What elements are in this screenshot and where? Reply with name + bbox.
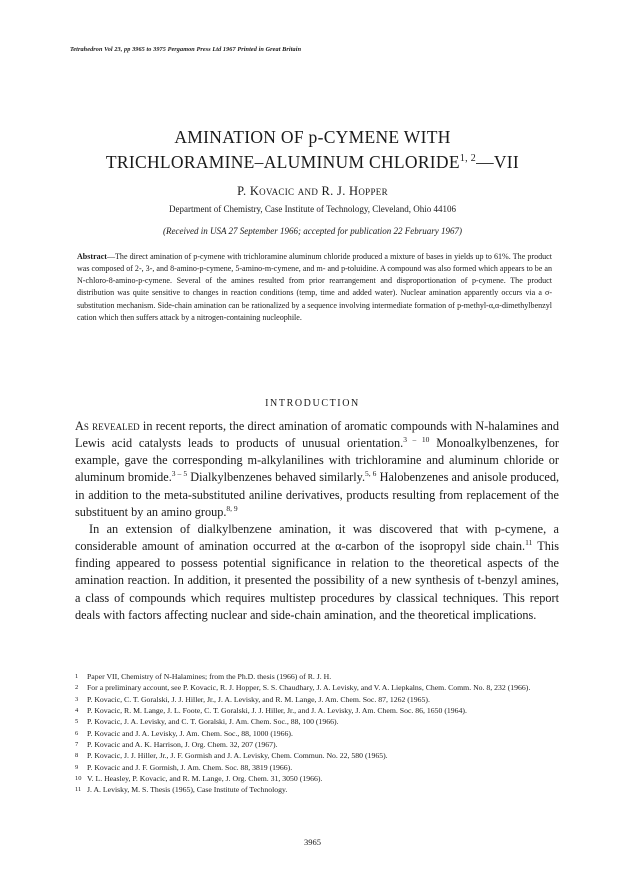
article-title: [0, 126, 625, 173]
footnote-item: [75, 682, 559, 693]
footnote-number: 9: [75, 763, 79, 771]
title-series: —VII: [476, 151, 520, 172]
para1-lead-sc: ed: [127, 419, 140, 433]
footnote-text: P. Kovacic and J. A. Levisky, J. Am. Chem. Soc., 88, 1000 (1966).: [87, 728, 293, 738]
paragraph-2: [75, 521, 559, 624]
footnote-item: [75, 705, 559, 716]
abstract: [77, 251, 552, 324]
footnote-number: 1: [75, 673, 79, 680]
footnote-number: 10: [75, 775, 82, 783]
footnote-item: [75, 728, 559, 739]
footnote-item: [75, 694, 559, 705]
footnote-text: P. Kovacic, J. J. Hiller, Jr., J. F. Gormish and J. A. Levisky, Chem. Commun. No. 22, 580 (1965).: [87, 751, 388, 761]
ref-superscript: 5, 6: [365, 469, 377, 479]
paragraph-1: [75, 418, 559, 521]
affiliation: Department of Chemistry, Case Institute of Technology, Cleveland, Ohio 44106: [169, 204, 456, 214]
title-footnote-ref: 1, 2: [459, 153, 477, 164]
body-text: [75, 418, 559, 624]
footnote-text: For a preliminary account, see P. Kovacic, R. J. Hopper, S. S. Chaudhary, J. A. Levisky, and V. A. Liepkalns, Chem. Comm. No. 8, 232 (1966).: [87, 683, 531, 693]
authors: P. Kovacic and R. J. Hopper: [237, 184, 388, 198]
footnote-number: 6: [75, 729, 79, 737]
ref-superscript: 8, 9: [226, 503, 238, 513]
received-dates: (Received in USA 27 September 1966; accepted for publication 22 February 1967): [162, 226, 462, 236]
section-heading: INTRODUCTION: [265, 398, 360, 409]
footnote-item: [75, 784, 559, 795]
footnotes: [75, 671, 559, 796]
title-line-1: AMINATION OF p-CYMENE WITH: [174, 127, 451, 147]
footnote-text: P. Kovacic, J. A. Levisky, and C. T. Goralski, J. Am. Chem. Soc., 88, 100 (1966).: [87, 717, 339, 727]
footnote-number: 11: [75, 786, 82, 794]
title-line-2-text: TRICHLORAMINE–ALUMINUM CHLORIDE: [105, 151, 460, 172]
footnote-number: 3: [75, 695, 79, 703]
footnote-item: [75, 671, 559, 682]
para1-text-4: Halobenzenes and anisole produced, in addition to the meta-substituted aniline derivatives, products resulting from replacement of the substituent by an amino group.: [75, 470, 560, 519]
footnote-number: 7: [75, 741, 79, 749]
footnote-number: 5: [75, 718, 79, 726]
footnote-text: P. Kovacic, R. M. Lange, J. L. Foote, C. T. Goralski, J. J. Hiller, Jr., and J. A. Levisky, J. Am. Chem. Soc. 86, 1650 (1964).: [87, 706, 467, 716]
para1-text-3: Dialkylbenzenes behaved similarly.: [187, 470, 366, 485]
footnote-item: [75, 750, 559, 761]
running-head: Tetrahedron Vol 23, pp 3965 to 3975 Pergamon Press Ltd 1967 Printed in Great Britain: [70, 46, 302, 53]
para1-lead: As reveal: [75, 419, 128, 433]
title-line-2: [0, 148, 625, 173]
ref-superscript: 3 – 5: [171, 469, 188, 479]
para2-text-1: In an extension of dialkylbenzene amination, it was discovered that with p-cymene, a considerable amount of amination occurred at the α-carbon of the isopropyl side chain.: [75, 521, 559, 554]
footnote-number: 8: [75, 752, 79, 760]
footnote-text: J. A. Levisky, M. S. Thesis (1965), Case Institute of Technology.: [87, 785, 288, 795]
footnote-text: P. Kovacic and J. F. Gormish, J. Am. Chem. Soc. 88, 3819 (1966).: [87, 762, 293, 772]
footnote-item: [75, 716, 559, 727]
ref-superscript: 11: [525, 538, 533, 548]
ref-superscript: 3 – 10: [403, 435, 430, 445]
page-number: 3965: [304, 837, 321, 847]
footnote-text: P. Kovacic, C. T. Goralski, J. J. Hiller, Jr., J. A. Levisky, and R. M. Lange, J. Am. Chem. Soc. 87, 1262 (1965).: [87, 694, 430, 704]
footnote-item: [75, 773, 559, 784]
abstract-label: Abstract: [77, 252, 107, 261]
footnote-number: 4: [75, 707, 79, 715]
footnote-text: V. L. Heasley, P. Kovacic, and R. M. Lange, J. Org. Chem. 31, 3050 (1966).: [87, 774, 323, 784]
para1-text-2: Monoalkylbenzenes, for example, gave the corresponding m-alkylanilines with trichloramine and aluminum chloride or aluminum bromide.: [75, 436, 560, 485]
footnote-text: P. Kovacic and A. K. Harrison, J. Org. Chem. 32, 207 (1967).: [87, 740, 278, 750]
abstract-text: —The direct amination of p-cymene with trichloramine aluminum chloride produced a mixture of bases in yields up to 61%. The product was composed of 2-, 3-, and 8-amino-p-cymene, 5-amino-m-cymene, and m- and p-toluidine. A compound was also formed which appears to be an N-chloro-8-amino-p-cymene. Several of the amines resulted from prior rearrangement and disproportionation of p-cymene. The product distribution was quite sensitive to changes in reaction conditions (temp, time and added water). Nuclear amination apparently occurs via a σ-substitution mechanism. Side-chain amination can be rationalized by a sequence involving intermediate formation of p-methyl-α,α-dimethylbenzyl cation which then suffers attack by a nitrogen-containing nucleophile.: [77, 252, 552, 322]
footnote-item: [75, 762, 559, 773]
para2-text-2: This finding appeared to possess potential significance in relation to the theoretical aspects of the amination reaction. In addition, it presented the possibility of a new synthesis of t-benzyl amines, a class of compounds which requires multistep procedures by classical techniques. This report deals with factors affecting nuclear and side-chain amination, and the theoretical implications.: [75, 539, 560, 622]
footnote-number: 2: [75, 684, 79, 692]
footnote-text: Paper VII, Chemistry of N-Halamines; from the Ph.D. thesis (1966) of R. J. H.: [87, 672, 332, 681]
footnote-item: [75, 739, 559, 750]
para1-text-1: in recent reports, the direct amination of aromatic compounds with N-halamines and Lewis acid catalysts leads to products of unusual orientation.: [75, 419, 559, 451]
